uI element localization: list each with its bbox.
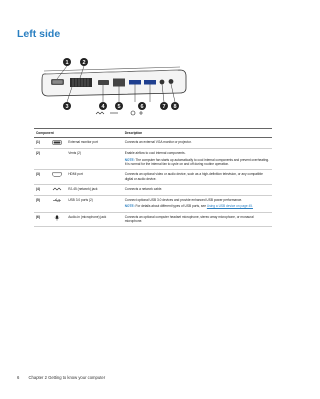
page-number: 6 [17,375,20,380]
callout-1 [63,58,71,66]
hdmi-port-graphic [98,80,109,85]
usb-port-1-graphic [129,80,141,85]
component-name: HDMI port [66,170,122,185]
chapter-title: Chapter 2 Getting to know your computer [28,375,106,380]
component-name: USB 3.0 ports (2) [66,195,122,212]
component-description: Enable airflow to cool internal components. [124,151,186,156]
svg-text:4: 4 [101,104,105,110]
row-number: (6) [34,212,50,227]
svg-text:5: 5 [117,104,121,110]
row-number: (2) [34,149,50,170]
network-jack-icon [52,187,62,192]
row-number: (3) [34,170,50,185]
svg-text:7: 7 [162,104,166,110]
usb-device-link[interactable]: Using a USB device on page 45. [206,204,253,209]
component-description: Connects an optional video or audio device, such as a high-definition television, or any compatible digital or audio device. [123,170,272,185]
note-label: NOTE: [124,204,135,209]
page-footer [17,375,105,380]
headphone-icon [131,111,135,115]
callout-3 [63,102,71,110]
note [125,204,270,208]
hdmi-icon [52,172,62,177]
component-table [34,128,272,227]
svg-text:8: 8 [173,104,177,110]
note [125,158,270,167]
laptop-left-side-illustration [40,40,190,120]
audio-out-jack-graphic [169,79,174,84]
row-number: (5) [34,195,50,212]
svg-text:2: 2 [82,60,86,66]
vga-port-icon [52,140,62,145]
microphone-icon [52,215,62,221]
callout-4 [99,102,107,110]
header-description: Description [123,129,272,138]
usb-port-2-graphic [144,80,156,85]
table-header-row [34,129,272,138]
rj45-jack-graphic [113,79,125,87]
vga-port-graphic [51,79,64,85]
component-name: RJ-45 (network) jack [66,184,122,195]
table-row [34,149,272,170]
row-number: (1) [34,138,50,149]
component-description: Connects a network cable. [123,184,272,195]
table-row [34,195,272,212]
callout-7 [160,102,168,110]
note-text: For details about different types of USB ports, see [135,204,206,209]
component-description: Connects an optional computer headset microphone, stereo array microphone, or monaural microphone. [123,212,272,227]
table-row [34,170,272,185]
svg-text:6: 6 [140,104,144,110]
callout-8 [171,102,179,110]
callout-2 [80,58,88,66]
vents-graphic [70,78,92,87]
page-title: Left side [17,28,61,40]
svg-text:1: 1 [65,60,69,66]
table-row [34,212,272,227]
component-name: External monitor port [66,138,122,149]
microphone-small-icon [139,111,143,115]
component-name: Vents (2) [66,149,122,170]
component-name: Audio-in (microphone) jack [66,212,122,227]
audio-in-jack-graphic [160,80,165,85]
callout-6 [138,102,146,110]
component-description: Connect optional USB 3.0 devices and provide enhanced USB power performance. [124,197,243,202]
header-component: Component [34,129,123,138]
callout-5 [115,102,123,110]
component-description: Connects an external VGA monitor or projector. [123,138,272,149]
network-icon [96,112,104,114]
table-row [34,184,272,195]
note-label: NOTE: [124,157,135,162]
row-number: (4) [34,184,50,195]
svg-text:3: 3 [65,104,69,110]
table-row [34,138,272,149]
note-text: The computer fan starts up automatically to cool internal components and prevent overheating. It is normal for the internal fan to cycle on and off during routine operation. [124,157,270,166]
usb-ss-icon [52,198,62,203]
